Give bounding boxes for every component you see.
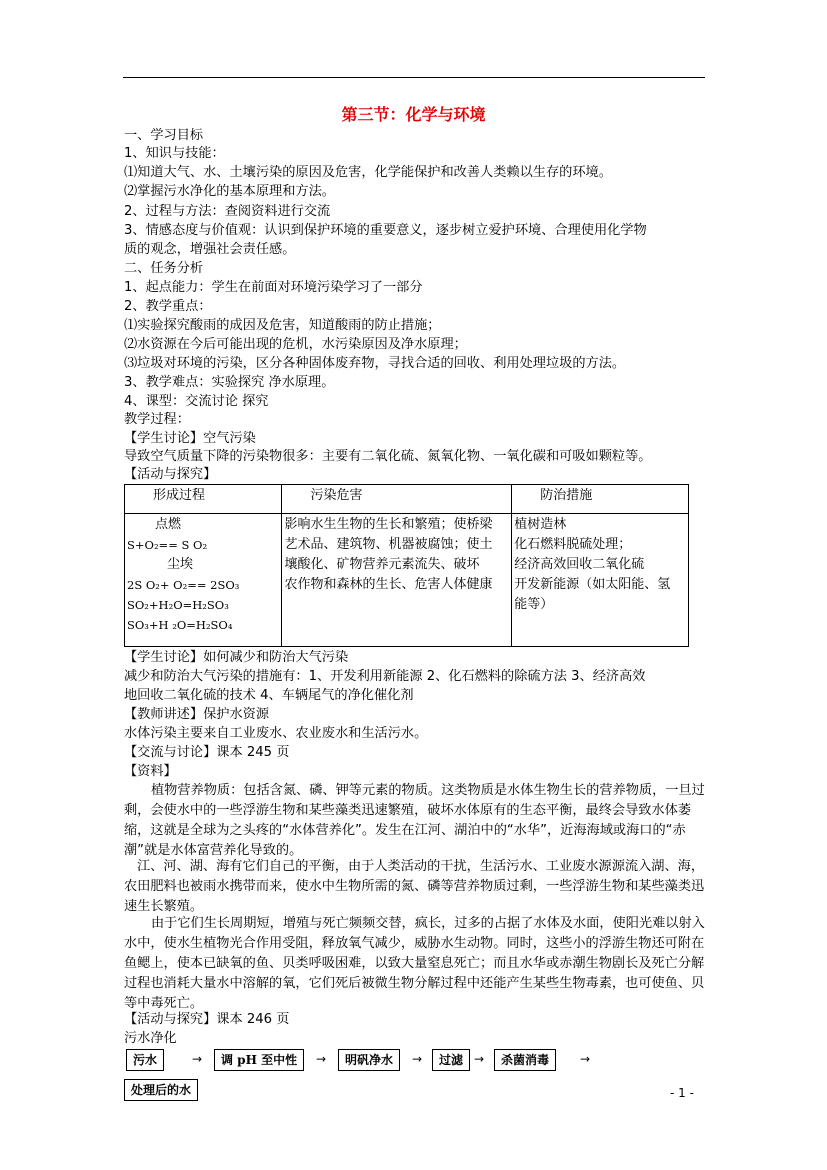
text-line: 导致空气质量下降的污染物很多：主要有二氧化硫、氮氧化物、一氧化碳和可吸如颗粒等。 xyxy=(124,449,652,464)
formation-cell xyxy=(125,514,282,647)
measure-cell xyxy=(512,514,689,647)
flow-step-alum: 明矾净水 xyxy=(338,1049,400,1071)
text-line: ⑶垃圾对环境的污染，区分各种固体废弃物，寻找合适的回收、利用处理垃圾的方法。 xyxy=(124,356,626,371)
arrow-right-icon: → xyxy=(412,1052,423,1066)
arrow-right-icon: → xyxy=(316,1052,327,1066)
table-header: 防治措施 xyxy=(512,485,689,514)
text-line: 二、任务分析 xyxy=(124,261,204,276)
flow-step-sewage: 污水 xyxy=(126,1049,164,1071)
text-line: 【活动与探究】课本 246 页 xyxy=(124,1012,290,1027)
paragraph: 江、河、湖、海有它们自己的平衡，由于人类活动的干扰，生活污水、工业废水源源流入湖、海，农田肥料也被雨水携带而来，使水中生物所需的氮、磷等营养物质过剩，一些浮游生物和某些藻类迅速生长繁殖。 xyxy=(124,859,705,914)
header-rule xyxy=(123,77,705,78)
text-line: 【教师讲述】保护水资源 xyxy=(124,707,270,722)
text-line: 4、课型：交流讨论 探究 xyxy=(124,394,269,409)
text-line: 【学生讨论】如何减少和防治大气污染 xyxy=(124,650,349,665)
table-header: 形成过程 xyxy=(125,485,282,514)
cell-text: 开发新能源（如太阳能、氢 xyxy=(514,577,671,592)
text-line: 【交流与讨论】课本 245 页 xyxy=(124,745,290,760)
paragraph: 植物营养物质：包括含氮、磷、钾等元素的物质。这类物质是水体生物生长的营养物质，一旦过剩，会使水中的一些浮游生物和某些藻类迅速繁殖，破坏水体原有的生态平衡，最终会导致水体萎缩，这就是全球为之头疼的“水体营养化”。发生在江河、湖泊中的“水华”，近海海域或海口的“赤潮”就是水体富营养化导致的。 xyxy=(124,783,705,858)
text-line: 教学过程： xyxy=(124,412,190,427)
arrow-right-icon: → xyxy=(192,1052,203,1066)
cell-text: 能等） xyxy=(514,597,554,612)
text-line: 污水净化 xyxy=(124,1031,177,1046)
text-line: 3、情感态度与价值观：认识到保护环境的重要意义，逐步树立爱护环境、合理使用化学物 xyxy=(124,223,647,238)
text-line: 水体污染主要来自工业废水、农业废水和生活污水。 xyxy=(124,726,428,741)
text-line: 【资料】 xyxy=(124,764,177,779)
cell-text: 影响水生生物的生长和繁殖；使桥梁 xyxy=(284,517,493,532)
condition-label: 点燃 xyxy=(155,517,182,532)
cell-text: 化石燃料脱硫处理； xyxy=(514,537,632,552)
equation: SO₃+H ₂O=H₂SO₄ xyxy=(127,618,233,632)
text-line: 2、过程与方法：查阅资料进行交流 xyxy=(124,204,331,219)
flow-step-treated-water: 处理后的水 xyxy=(124,1079,198,1101)
paragraph: 由于它们生长周期短，增殖与死亡频频交替，疯长，过多的占据了水体及水面，使阳光难以射入水中，使水生植物光合作用受阻，释放氧气减少，威胁水生动物。同时，这些小的浮游生物还可附在鱼鳃上，使本已缺氧的鱼、贝类呼吸困难，以致大量窒息死亡；而且水华或赤潮生物剧长及死亡分解过程也消耗大量水中溶解的氧，它们死后被微生物分解过程中还能产生某些生物毒素，也可使鱼、贝等中毒死亡。 xyxy=(124,916,705,1011)
text-line: 3、教学难点：实验探究 净水原理。 xyxy=(124,375,335,390)
cell-text: 壤酸化、矿物营养元素流失、破坏 xyxy=(284,557,480,572)
equation: S+O₂== S O₂ xyxy=(127,538,208,552)
text-line: 质的观念，增强社会责任感。 xyxy=(124,242,296,257)
cell-text: 经济高效回收二氧化硫 xyxy=(514,557,645,572)
text-line: ⑵水资源在今后可能出现的危机，水污染原因及净水原理； xyxy=(124,337,467,352)
text-line: 地回收二氧化硫的技术 4、车辆尾气的净化催化剂 xyxy=(124,688,414,703)
equation: 2S O₂+ O₂== 2SO₃ xyxy=(127,578,240,592)
flow-step-adjust-ph: 调 pH 至中性 xyxy=(214,1049,304,1071)
pollution-table xyxy=(124,484,689,647)
equation: SO₂+H₂O=H₂SO₃ xyxy=(127,598,229,612)
text-line: 1、起点能力：学生在前面对环境污染学习了一部分 xyxy=(124,280,423,295)
arrow-right-icon: → xyxy=(580,1052,591,1066)
text-line: 【学生讨论】空气污染 xyxy=(124,431,256,446)
text-line: ⑵掌握污水净化的基本原理和方法。 xyxy=(124,184,335,199)
table-header: 污染危害 xyxy=(282,485,512,514)
page-number: - 1 - xyxy=(670,1086,694,1100)
flow-step-disinfect: 杀菌消毒 xyxy=(494,1049,556,1071)
text-line: ⑴实验探究酸雨的成因及危害，知道酸雨的防止措施； xyxy=(124,318,441,333)
text-line: 减少和防治大气污染的措施有：1、开发利用新能源 2、化石燃料的除硫方法 3、经济高效 xyxy=(124,669,646,684)
harm-cell xyxy=(282,514,512,647)
table-header-row xyxy=(125,485,689,514)
arrow-right-icon: → xyxy=(474,1052,485,1066)
text-line: 1、知识与技能： xyxy=(124,146,225,161)
text-line: ⑴知道大气、水、土壤污染的原因及危害，化学能保护和改善人类赖以生存的环境。 xyxy=(124,165,612,180)
table-row xyxy=(125,514,689,647)
text-line: 【活动与探究】 xyxy=(124,467,217,482)
page-title: 第三节：化学与环境 xyxy=(341,105,486,124)
cell-text: 农作物和森林的生长、危害人体健康 xyxy=(284,577,493,592)
text-line: 2、教学重点： xyxy=(124,299,212,314)
cell-text: 植树造林 xyxy=(514,517,567,532)
cell-text: 艺术品、建筑物、机器被腐蚀；使土 xyxy=(284,537,493,552)
text-line: 一、学习目标 xyxy=(124,128,204,143)
flow-step-filter: 过滤 xyxy=(432,1049,470,1071)
condition-label: 尘埃 xyxy=(167,557,194,572)
